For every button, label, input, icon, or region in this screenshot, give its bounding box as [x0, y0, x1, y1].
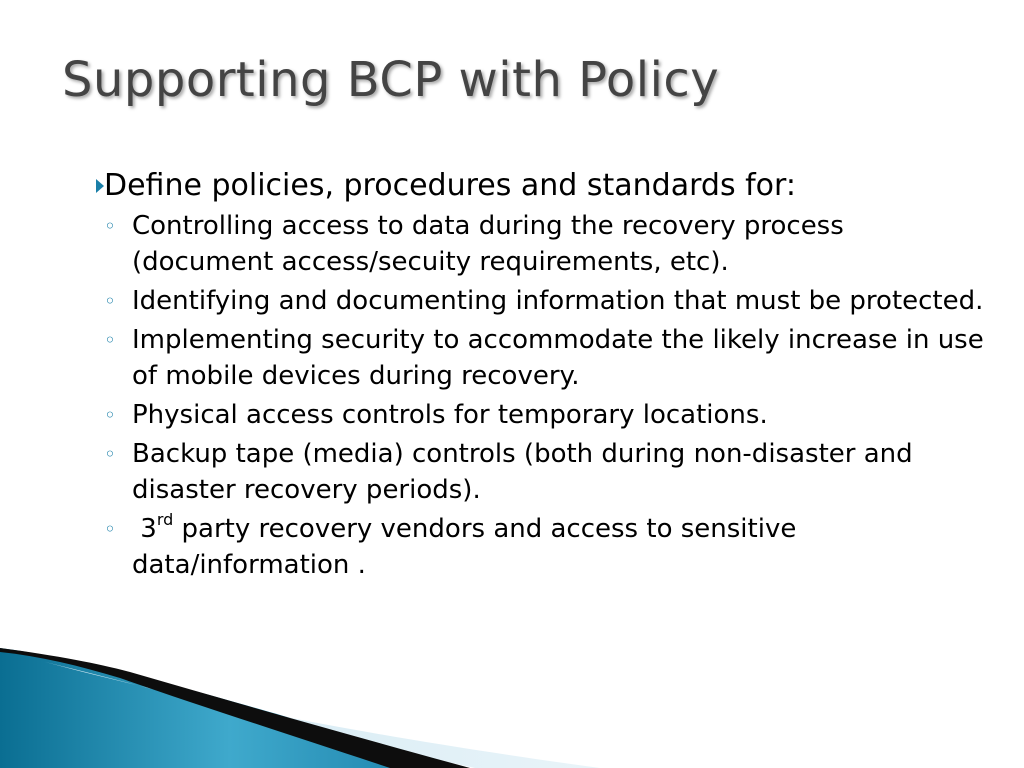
hollow-circle-bullet-icon: ◦: [104, 517, 116, 541]
sub-bullet-item: [100, 283, 990, 319]
sub-bullet-item: [100, 511, 990, 583]
corner-swoosh-decoration: [0, 620, 1024, 768]
main-bullet: [100, 166, 990, 206]
sub-bullet-text: Identifying and documenting information that must be protected.: [132, 286, 984, 316]
sub-bullet-list: [100, 208, 990, 583]
sub-bullet-prefix: 3: [132, 514, 157, 544]
hollow-circle-bullet-icon: ◦: [104, 328, 116, 352]
sub-bullet-text: party recovery vendors and access to sensitive data/information .: [132, 514, 797, 580]
main-bullet-text: Define policies, procedures and standards for:: [104, 168, 796, 203]
slide-title: Supporting BCP with Policy: [62, 52, 720, 108]
sub-bullet-text: Controlling access to data during the recovery process (document access/secuity requirements, etc).: [132, 211, 844, 277]
triangle-arrow-icon: [96, 179, 104, 193]
slide-body: [100, 166, 990, 586]
sub-bullet-text: Physical access controls for temporary locations.: [132, 400, 768, 430]
hollow-circle-bullet-icon: ◦: [104, 214, 116, 238]
hollow-circle-bullet-icon: ◦: [104, 289, 116, 313]
sub-bullet-item: [100, 397, 990, 433]
sub-bullet-text: Backup tape (media) controls (both during non-disaster and disaster recovery periods).: [132, 439, 913, 505]
sub-bullet-item: [100, 436, 990, 508]
hollow-circle-bullet-icon: ◦: [104, 403, 116, 427]
sub-bullet-item: [100, 208, 990, 280]
sub-bullet-text: Implementing security to accommodate the likely increase in use of mobile devices during recovery.: [132, 325, 984, 391]
sub-bullet-item: [100, 322, 990, 394]
hollow-circle-bullet-icon: ◦: [104, 442, 116, 466]
ordinal-suffix: rd: [156, 510, 174, 530]
